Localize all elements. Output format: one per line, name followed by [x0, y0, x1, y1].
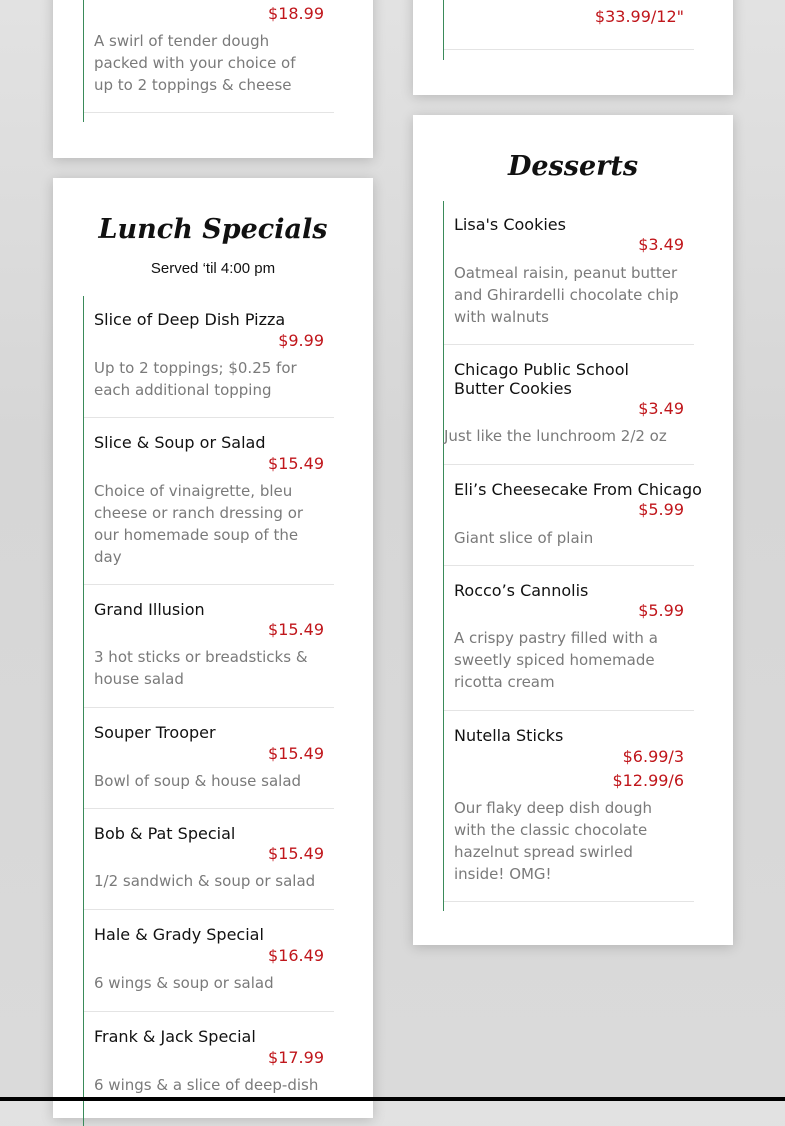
item-price: $6.99/3 [622, 747, 684, 766]
menu-item [84, 708, 334, 809]
menu-card-top-right [413, 0, 733, 95]
item-desc: Giant slice of plain [454, 529, 594, 547]
menu-item [444, 201, 694, 345]
item-desc: 6 wings & soup or salad [94, 974, 274, 992]
menu-item [84, 809, 334, 910]
item-name: Eli’s Cheesecake From Chicago [454, 480, 702, 499]
menu-items [443, 0, 694, 60]
item-price: $15.49 [268, 454, 324, 473]
item-name: Slice of Deep Dish Pizza [94, 310, 286, 329]
item-price: $9.99 [278, 331, 324, 350]
item-name: Lisa's Cookies [454, 215, 566, 234]
menu-card-desserts [413, 115, 733, 945]
menu-item [444, 465, 702, 566]
menu-card-top-left [53, 0, 373, 158]
menu-item [444, 566, 694, 711]
bottom-bar [0, 1097, 785, 1101]
item-desc: Just like the lunchroom 2/2 oz [444, 427, 667, 445]
item-price: $17.99 [268, 1048, 324, 1067]
menu-item [84, 585, 334, 708]
menu-items [83, 0, 334, 122]
menu-item [444, 345, 694, 465]
item-price: $3.49 [638, 399, 684, 418]
section-title: Desserts [507, 151, 639, 182]
section-subtitle: Served ‘til 4:00 pm [150, 260, 276, 277]
item-desc: Our flaky deep dish dough with the classic chocolate hazelnut spread swirled inside! OMG! [454, 799, 652, 883]
item-price: $15.49 [268, 844, 324, 863]
menu-item [444, 0, 694, 50]
item-name: Slice & Soup or Salad [94, 433, 266, 452]
item-price: $16.49 [268, 946, 324, 965]
menu-items [83, 296, 334, 1126]
item-name: Souper Trooper [94, 723, 216, 742]
item-price: $18.99 [268, 4, 324, 23]
menu-items [443, 201, 702, 911]
item-name: Hale & Grady Special [94, 925, 264, 944]
item-desc: Choice of vinaigrette, bleu cheese or ranch dressing or our homemade soup of the day [94, 482, 304, 566]
item-price: $15.49 [268, 620, 324, 639]
menu-item [84, 296, 334, 418]
menu-item [84, 0, 334, 113]
item-desc: Up to 2 toppings; $0.25 for each additional topping [94, 359, 297, 399]
menu-item [84, 1012, 334, 1122]
item-desc: 3 hot sticks or breadsticks & house salad [94, 648, 308, 688]
menu-item [84, 418, 334, 585]
item-price: $5.99 [638, 601, 684, 620]
item-desc: A swirl of tender dough packed with your choice of up to 2 toppings & cheese [94, 32, 296, 94]
item-name: Bob & Pat Special [94, 824, 236, 843]
item-price-alt: $12.99/6 [612, 771, 684, 790]
item-desc: 1/2 sandwich & soup or salad [94, 872, 316, 890]
item-name: Rocco’s Cannolis [454, 581, 589, 600]
item-name: Chicago Public School Butter Cookies [454, 360, 629, 398]
item-name: Frank & Jack Special [94, 1027, 256, 1046]
item-price: $5.99 [638, 500, 684, 519]
item-price: $3.49 [638, 235, 684, 254]
item-name: Grand Illusion [94, 600, 205, 619]
menu-item [444, 711, 694, 902]
item-desc: Bowl of soup & house salad [94, 772, 302, 790]
item-name: Nutella Sticks [454, 726, 564, 745]
item-desc: Oatmeal raisin, peanut butter and Ghirardelli chocolate chip with walnuts [454, 264, 679, 326]
item-desc: 6 wings & a slice of deep-dish [94, 1076, 319, 1094]
item-price: $15.49 [268, 744, 324, 763]
item-price: $33.99/12" [594, 7, 684, 26]
menu-card-lunch-specials [53, 178, 373, 1118]
section-title: Lunch Specials [98, 214, 328, 245]
menu-item [84, 910, 334, 1012]
item-desc: A crispy pastry filled with a sweetly spiced homemade ricotta cream [454, 629, 658, 691]
